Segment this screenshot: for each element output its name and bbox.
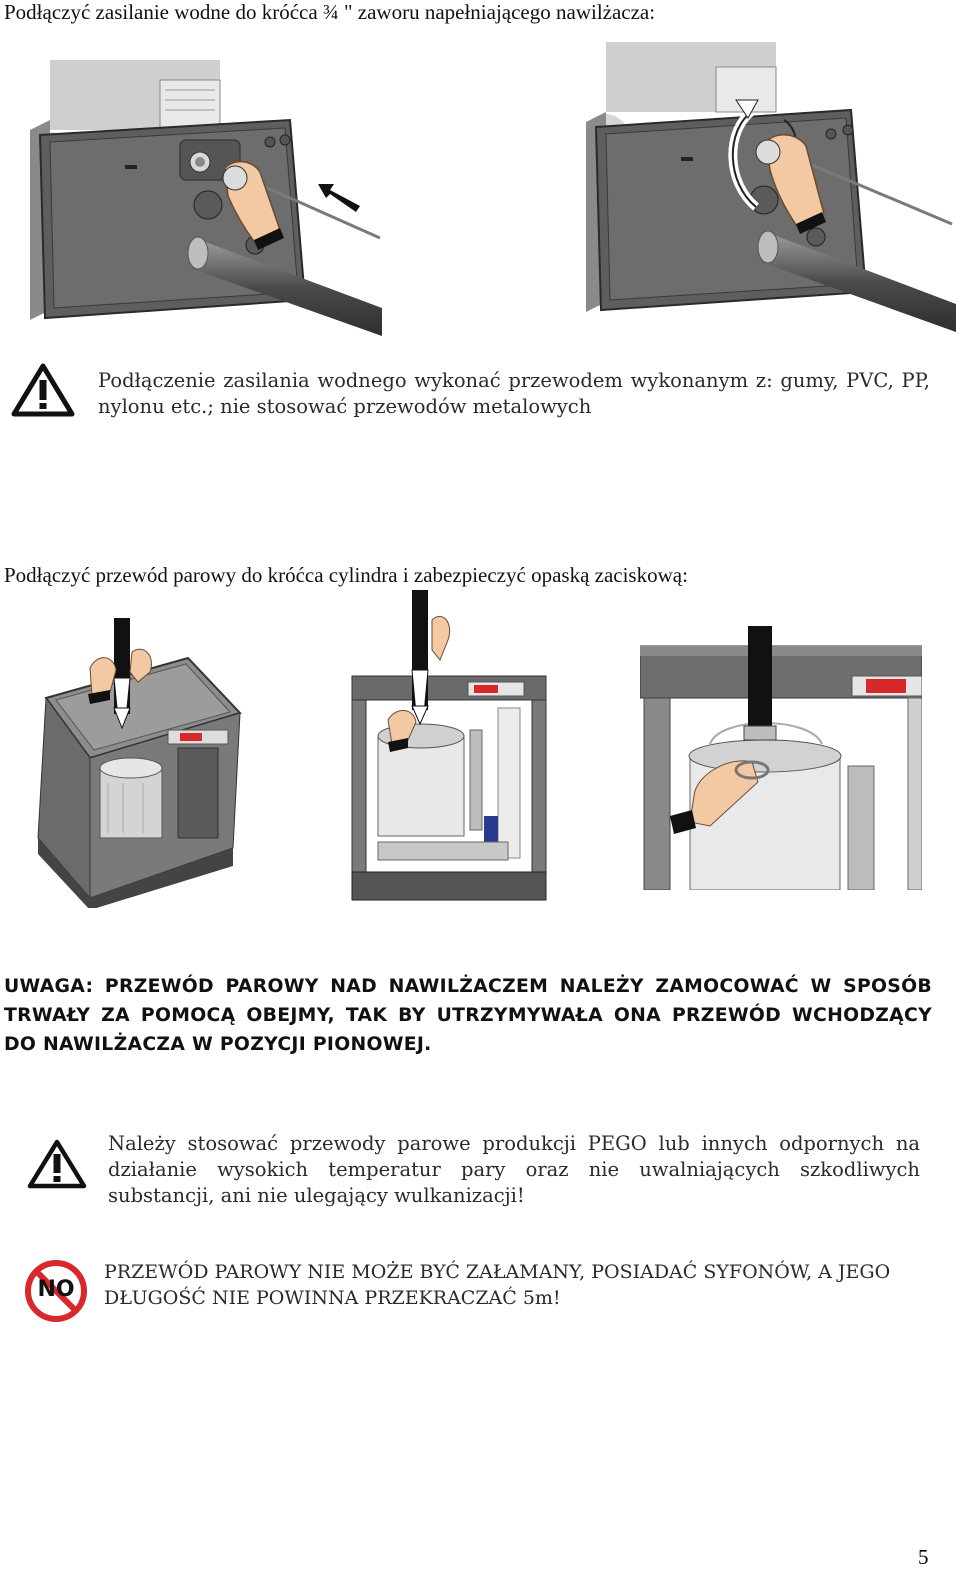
warning-text-water-hose: Podłączenie zasilania wodnego wykonać przewodem wykonanym z: gumy, PVC, PP, nylonu etc.; nie stosować przewodów metalowych	[98, 369, 930, 418]
warning-icon-2	[26, 1138, 88, 1190]
no-badge-text: NO	[37, 1277, 75, 1302]
warning-text-steam-pipe: Należy stosować przewody parowe produkcji PEGO lub innych odpornych na działanie wysokich temperatur pary oraz nie uwalniających szkodliwych substancji, ani nie ulegający wulkanizacji!	[108, 1132, 920, 1207]
section1-heading: Podłączyć zasilanie wodne do króćca ¾ " zaworu napełniającego nawilżacza:	[4, 0, 656, 24]
uwaga-notice: UWAGA: PRZEWÓD PAROWY NAD NAWILŻACZEM NALEŻY ZAMOCOWAĆ W SPOSÓB TRWAŁY ZA POMOCĄ OBEJMY, TAK BY UTRZYMYWAŁA ONA PRZEWÓD WCHODZĄCY DO NAWILŻACZA W POZYCJI PIONOWEJ.	[4, 976, 932, 1055]
figure-steam-pipe-1	[28, 618, 246, 908]
figure-steam-pipe-2	[348, 590, 550, 904]
figure-water-connection-1	[30, 60, 382, 336]
page-number: 5	[918, 1545, 929, 1569]
figure-water-connection-2	[586, 42, 956, 332]
figure-steam-pipe-3	[640, 626, 922, 890]
section2-heading: Podłączyć przewód parowy do króćca cylindra i zabezpieczyć opaską zaciskową:	[4, 563, 688, 587]
no-warning-text: PRZEWÓD PAROWY NIE MOŻE BYĆ ZAŁAMANY, POSIADAĆ SYFONÓW, A JEGO DŁUGOŚĆ NIE POWINNA PRZEKRACZAĆ 5m!	[104, 1261, 891, 1309]
warning-icon	[10, 362, 76, 418]
no-icon	[24, 1259, 88, 1323]
